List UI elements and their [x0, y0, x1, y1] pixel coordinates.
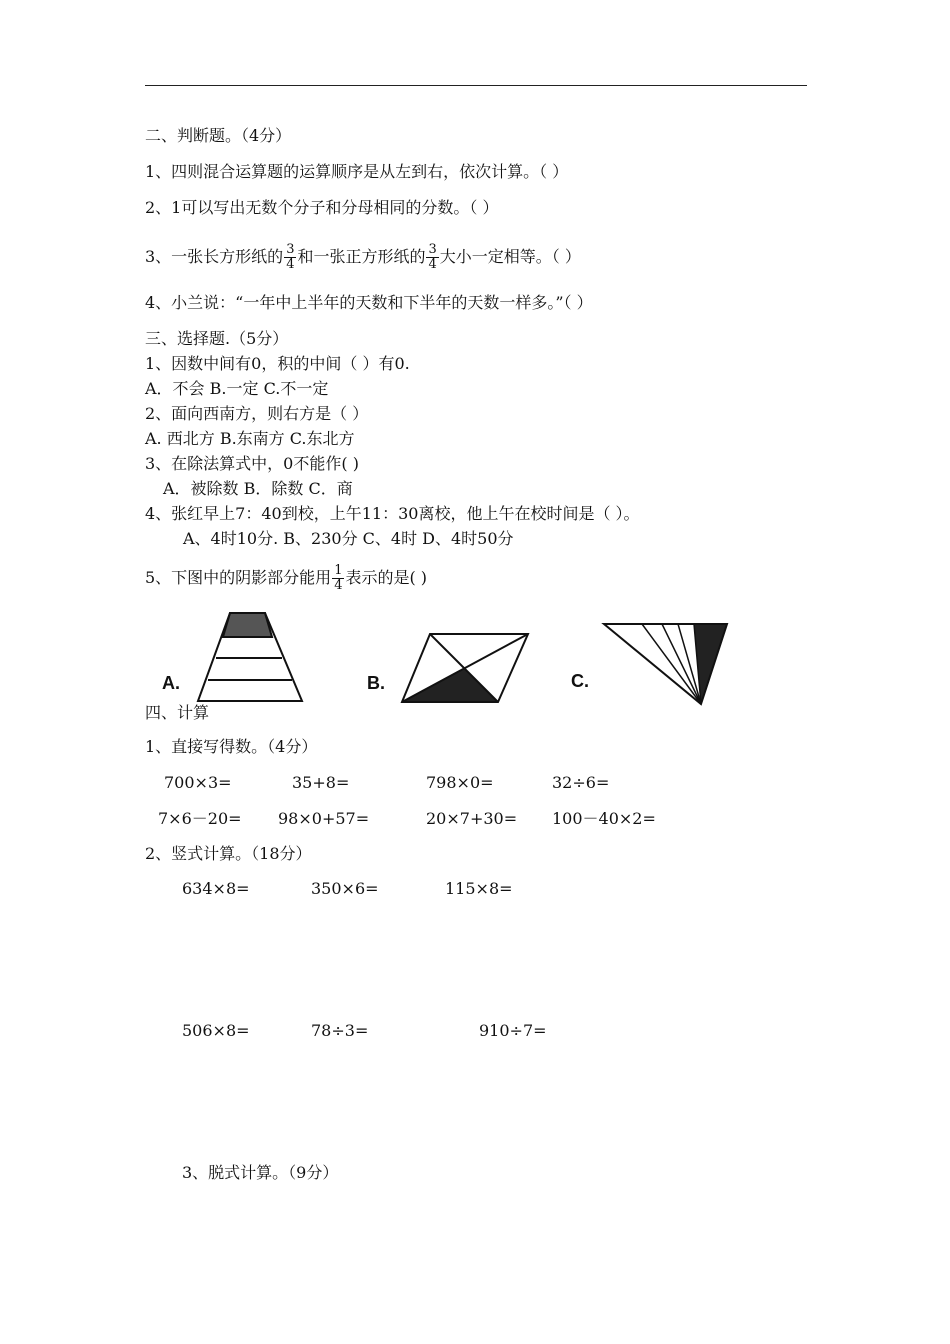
figure-b-label: B.: [367, 673, 385, 693]
oral-calc-item: 32÷6=: [552, 773, 610, 792]
calc-sub1-title: 1、直接写得数。（4分）: [145, 737, 318, 756]
vertical-calc-item: 115×8=: [445, 879, 513, 898]
vertical-calc-item: 350×6=: [311, 879, 379, 898]
figure-a-label: A.: [162, 673, 180, 693]
choice-q2: 2、面向西南方，则右方是（ ）: [145, 404, 369, 423]
calc-sub3-title: 3、脱式计算。（9分）: [182, 1163, 339, 1182]
figure-a-trapezoid: [195, 610, 305, 705]
figure-c-triangle: [600, 620, 732, 710]
section-2-title: 二、判断题。（4分）: [145, 126, 292, 145]
oral-calc-item: 700×3=: [164, 773, 232, 792]
choice-q4-options: A、4时10分. B、230分 C、4时 D、4时50分: [183, 529, 514, 548]
fraction-three-quarters: $\frac{3}{4}$: [428, 242, 437, 272]
section-4-title: 四、计算: [145, 703, 210, 722]
judge-q1: 1、四则混合运算题的运算顺序是从左到右，依次计算。（ ）: [145, 162, 569, 181]
vertical-calc-item: 910÷7=: [479, 1021, 547, 1040]
judge-q2: 2、1可以写出无数个分子和分母相同的分数。（ ）: [145, 198, 499, 217]
vertical-calc-item: 78÷3=: [311, 1021, 369, 1040]
figure-b-parallelogram: [400, 632, 530, 704]
calc-sub2-title: 2、竖式计算。（18分）: [145, 844, 312, 863]
vertical-calc-item: 634×8=: [182, 879, 250, 898]
oral-calc-item: 98×0+57=: [278, 809, 370, 828]
oral-calc-item: 7×6－20=: [158, 809, 242, 828]
choice-q5: 5、下图中的阴影部分能用 $\frac{1}{4}$ 表示的是( ): [145, 563, 428, 593]
vertical-calc-item: 506×8=: [182, 1021, 250, 1040]
oral-calc-item: 35+8=: [292, 773, 350, 792]
choice-q3: 3、在除法算式中，0不能作( ): [145, 454, 359, 473]
choice-q1: 1、因数中间有0，积的中间（ ）有0.: [145, 354, 410, 373]
figure-c-label: C.: [571, 671, 589, 691]
oral-calc-item: 100－40×2=: [552, 809, 656, 828]
choice-q4: 4、张红早上7：40到校，上午11：30离校，他上午在校时间是（ ）。: [145, 504, 640, 523]
header-rule: [145, 85, 807, 86]
judge-q4: 4、小兰说：“一年中上半年的天数和下半年的天数一样多。”（ ）: [145, 293, 593, 312]
choice-q1-options: A．不会 B.一定 C.不一定: [145, 379, 329, 398]
oral-calc-item: 798×0=: [426, 773, 494, 792]
judge-q3: 3、一张长方形纸的 $\frac{3}{4}$ 和一张正方形纸的 $\frac{3}{4}$ 大小一定相等。（ ）: [145, 242, 581, 272]
oral-calc-item: 20×7+30=: [426, 809, 518, 828]
choice-q3-options: A．被除数 B．除数 C．商: [163, 479, 353, 498]
fraction-three-quarters: $\frac{3}{4}$: [286, 242, 295, 272]
section-3-title: 三、选择题.（5分）: [145, 329, 289, 348]
fraction-one-quarter: $\frac{1}{4}$: [334, 563, 343, 593]
choice-q2-options: A. 西北方 B.东南方 C.东北方: [145, 429, 355, 448]
